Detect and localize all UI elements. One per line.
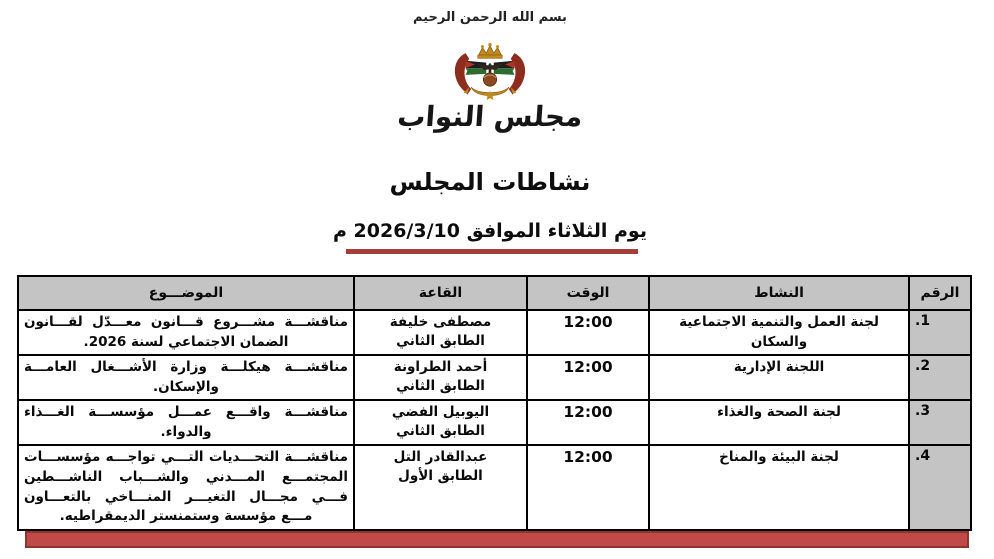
parliament-logo-text: مجلس النواب — [396, 100, 584, 133]
activities-table — [17, 275, 972, 531]
hall-name: عبدالقادر التل — [393, 449, 488, 466]
bismillah-text: بسم الله الرحمن الرحيم — [413, 10, 567, 25]
hall-floor: الطابق الأول — [398, 468, 483, 485]
date-heading: يوم الثلاثاء الموافق 2026/3/10 م — [333, 220, 647, 242]
col-header-time: الوقت — [527, 276, 649, 310]
col-header-activity: النشاط — [649, 276, 909, 310]
activity-cell: لجنة العمل والتنمية الاجتماعية والسكان — [649, 310, 909, 355]
subject-cell: مناقشـــة واقـــع عمـــل مؤسســـة الغـــذاء والدواء. — [18, 400, 354, 445]
table-row — [18, 355, 971, 400]
hall-cell — [354, 310, 527, 355]
date-underline — [346, 249, 638, 254]
hall-name: مصطفى خليفة — [389, 314, 492, 330]
hall-name: أحمد الطراونة — [393, 359, 488, 376]
subject-cell: مناقشـــة التحـــديات التـــي تواجـــه مؤسســـات المجتمـــع المـــدني والشـــباب الناشـــطين فـــي مجـــال التغيـــر المنـــاخي بالتعـــاون مـــع مؤسسة وستمنستر الديمقراطيه. — [18, 445, 354, 529]
time-cell: 12:00 — [527, 400, 649, 445]
col-header-number: الرقم — [909, 276, 971, 310]
time-cell: 12:00 — [527, 355, 649, 400]
row-number: .1 — [909, 310, 971, 355]
subject-cell: مناقشـــة مشـــروع قـــانون معـــدّل لقـــانون الضمان الاجتماعي لسنة 2026. — [18, 310, 354, 355]
activity-cell: اللجنة الإدارية — [649, 355, 909, 400]
activity-cell: لجنة الصحة والغذاء — [649, 400, 909, 445]
table-row — [18, 310, 971, 355]
jordan-coat-of-arms-icon — [430, 40, 550, 104]
hall-floor: الطابق الثاني — [396, 423, 485, 440]
table-header-row — [18, 276, 971, 310]
col-header-hall: القاعة — [354, 276, 527, 310]
hall-cell — [354, 400, 527, 445]
footer-red-bar — [25, 531, 969, 548]
activity-cell: لجنة البيئة والمناخ — [649, 445, 909, 529]
hall-name: اليوبيل الفضي — [391, 404, 490, 421]
hall-floor: الطابق الثاني — [396, 378, 485, 395]
hall-cell — [354, 445, 527, 529]
col-header-subject: الموضـــوع — [18, 276, 354, 310]
table-row — [18, 445, 971, 529]
page-title: نشاطات المجلس — [389, 168, 591, 196]
subject-cell: مناقشـــة هيكلـــة وزارة الأشـــغال العامـــة والإسكان. — [18, 355, 354, 400]
row-number: .2 — [909, 355, 971, 400]
time-cell: 12:00 — [527, 310, 649, 355]
row-number: .4 — [909, 445, 971, 529]
row-number: .3 — [909, 400, 971, 445]
hall-floor: الطابق الثاني — [396, 332, 485, 349]
hall-cell — [354, 355, 527, 400]
table-row — [18, 400, 971, 445]
time-cell: 12:00 — [527, 445, 649, 529]
